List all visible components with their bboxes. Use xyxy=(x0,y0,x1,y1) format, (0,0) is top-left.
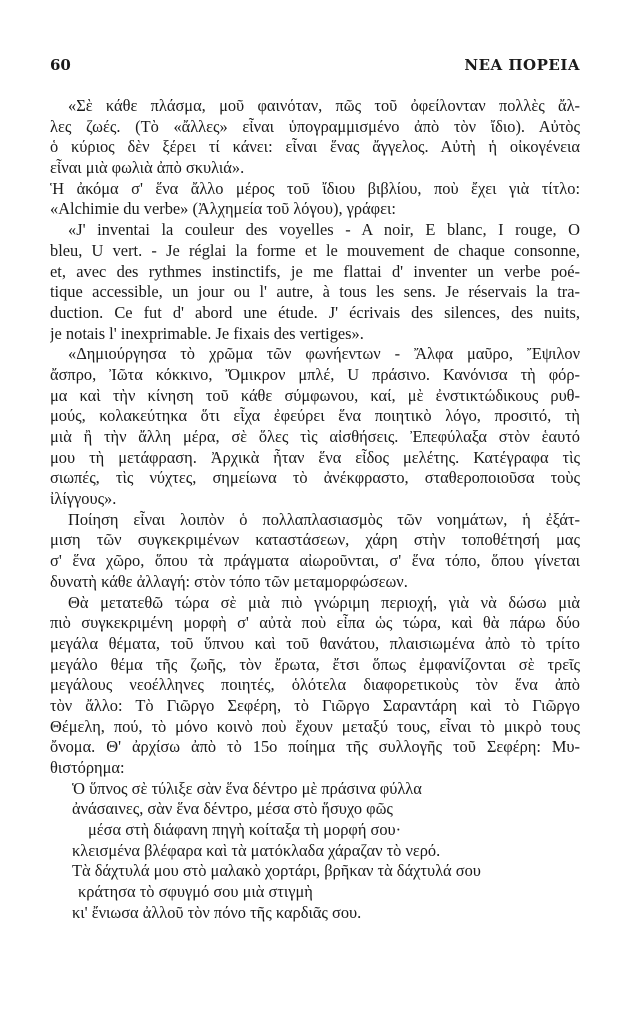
text-line: «Alchimie du verbe» (Ἀλχημεία τοῦ λόγου), γράφει: xyxy=(50,199,396,219)
text-line: εἶναι μιὰ φωλιὰ ἀπὸ σκυλιά». xyxy=(50,158,245,178)
text-line: θιστόρημα: xyxy=(50,758,125,777)
poem xyxy=(50,779,580,924)
text-line: μιση τῶν συγκεκριμένων καταστάσεων, χάρη στὴν τοποθέτησή μας xyxy=(50,530,580,550)
text-line: λες ζωές. (Τὸ «ἄλλες» εἶναι ὑπογραμμισμένο ἀπὸ τὸν ἴδιο). Αὐτὸς xyxy=(50,116,580,136)
text-line: tique accessible, un jour ou l' autre, à tous les sens. Je réservais la tra- xyxy=(50,282,580,302)
page-number: 60 xyxy=(50,56,71,74)
text-line: «J' inventai la couleur des voyelles - A noir, E blanc, I rouge, O xyxy=(68,220,580,240)
text-line: ἰλίγγους». xyxy=(50,489,117,509)
poem-line: Ὁ ὕπνος σὲ τύλιξε σὰν ἕνα δέντρο μὲ πράσινα φύλλα xyxy=(72,778,422,798)
text-line: μου τὴ μετάφραση. Ἀρχικὰ ἦταν ἕνα εἶδος μελέτης. Κατέγραφα τὶς xyxy=(50,447,580,467)
text-line: σ' ἕνα χῶρο, ὅπου τὰ πράγματα αἰωροῦνται, σ' ἕνα τόπο, ὅπου γίνεται xyxy=(50,551,580,571)
text-line: πιὸ συγκεκριμένη μορφὴ σ' αὐτὰ ποὺ εἶπα ὡς τώρα, καὶ θὰ πάρω δύο xyxy=(50,613,580,633)
text-line: «Δημιούργησα τὸ χρῶμα τῶν φωνήεντων - Ἄλφα μαῦρο, Ἔψιλον xyxy=(68,344,580,364)
text-line: τὸν ἄλλο: Τὸ Γιῶργο Σεφέρη, τὸ Γιῶργο Σαραντάρη καὶ τὸ Γιῶργο xyxy=(50,695,580,715)
text-line: μεγάλα θέματα, τοῦ ὕπνου καὶ τοῦ θανάτου, πλαισιωμένα ἀπὸ τὸ τρίτο xyxy=(50,633,580,653)
text-line: μεγάλους νεοέλληνες ποιητές, ὁλότελα διαφορετικοὺς τὸν ἕνα ἀπὸ xyxy=(50,675,580,695)
text-line: ἄσπρο, Ἰῶτα κόκκινο, Ὄμικρον μπλέ, U πράσινο. Κανόνισα τὴ φόρ- xyxy=(50,364,580,384)
text-line: Ἡ ἀκόμα σ' ἕνα ἄλλο μέρος τοῦ ἴδιου βιβλίου, ποὺ ἔχει γιὰ τίτλο: xyxy=(50,178,580,198)
text-line: Ποίηση εἶναι λοιπὸν ὁ πολλαπλασιασμὸς τῶν νοημάτων, ἡ ἐξάτ- xyxy=(68,509,580,529)
text-line: μούς, κολακεύτηκα ὅτι εἶχα ἐφεύρει ἕνα ποιητικὸ λόγο, προσιτό, τὴ xyxy=(50,406,580,426)
page-header xyxy=(50,56,580,78)
running-head: ΝΕΑ ΠΟΡΕΙΑ xyxy=(464,56,580,74)
poem-line: Τὰ δάχτυλά μου στὸ μαλακὸ χορτάρι, βρῆκαν τὰ δάχτυλά σου xyxy=(72,861,481,881)
poem-line: ἀνάσαινες, σὰν ἕνα δέντρο, μέσα στὸ ἥσυχο φῶς xyxy=(72,799,393,819)
text-line: μα καὶ τὴν κίνηση τοῦ κάθε σύμφωνου, καί, μὲ ἐνστικτώδικους ρυθ- xyxy=(50,385,580,405)
text-line: δυνατὴ κάθε ἀλλαγή: στὸν τόπο τῶν μεταμορφώσεων. xyxy=(50,571,408,591)
text-line: je notais l' inexprimable. Je fixais des vertiges». xyxy=(50,323,364,343)
text-line: σιωπές, τὶς νύχτες, σημείωνα τὸ ἀνέκφραστο, σταθεροποιοῦσα τοὺς xyxy=(50,468,580,488)
text-line: μιὰ ἢ τὴν ἄλλη μέρα, σὲ ὅλες τὶς αἰσθήσεις. Ἐπεφύλαξα στὸν ἑαυτό xyxy=(50,427,580,446)
poem-line: κι' ἔνιωσα ἀλλοῦ τὸν πόνο τῆς καρδιᾶς σου. xyxy=(72,902,362,922)
text-line: Θὰ μετατεθῶ τώρα σὲ μιὰ πιὸ γνώριμη περιοχή, γιὰ νὰ δώσω μιὰ xyxy=(68,592,580,612)
text-line: ὄνομα. Θ' ἀρχίσω ἀπὸ τὸ 15ο ποίημα τῆς συλλογῆς τοῦ Σεφέρη: Μυ- xyxy=(50,737,580,757)
text-line: bleu, U vert. - Je réglai la forme et le mouvement de chaque consonne, xyxy=(50,240,580,260)
poem-line: κλεισμένα βλέφαρα καὶ τὰ ματόκλαδα χάραζαν τὸ νερό. xyxy=(72,840,441,860)
body-text xyxy=(50,96,580,924)
text-line: Θέμελη, πού, τὸ μόνο κοινὸ ποὺ ἔχουν μεταξύ τους, εἶναι τὸ μικρὸ τους xyxy=(50,716,580,736)
text-line: μεγάλο θέμα τῆς ζωῆς, τὸν ἔρωτα, ἔτσι ὅπως ἐμφανίζονται σὲ τρεῖς xyxy=(50,654,580,674)
text-line: «Σὲ κάθε πλάσμα, μοῦ φαινόταν, πῶς τοῦ ὀφείλονταν πολλὲς ἄλ- xyxy=(68,96,580,115)
text-line: duction. Ce fut d' abord une étude. J' écrivais des silences, des nuits, xyxy=(50,302,580,322)
poem-line: μέσα στὴ διάφανη πηγὴ κοίταξα τὴ μορφή σου· xyxy=(88,820,402,840)
poem-line: κράτησα τὸ σφυγμό σου μιὰ στιγμὴ xyxy=(78,882,313,902)
text-line: et, avec des rythmes instinctifs, je me flattai d' inventer un verbe poé- xyxy=(50,261,580,281)
text-line: ὁ κύριος δὲν ξέρει τί κάνει: εἶναι ἕνας ἄγγελος. Αὐτὴ ἡ οἰκογένεια xyxy=(50,137,580,157)
